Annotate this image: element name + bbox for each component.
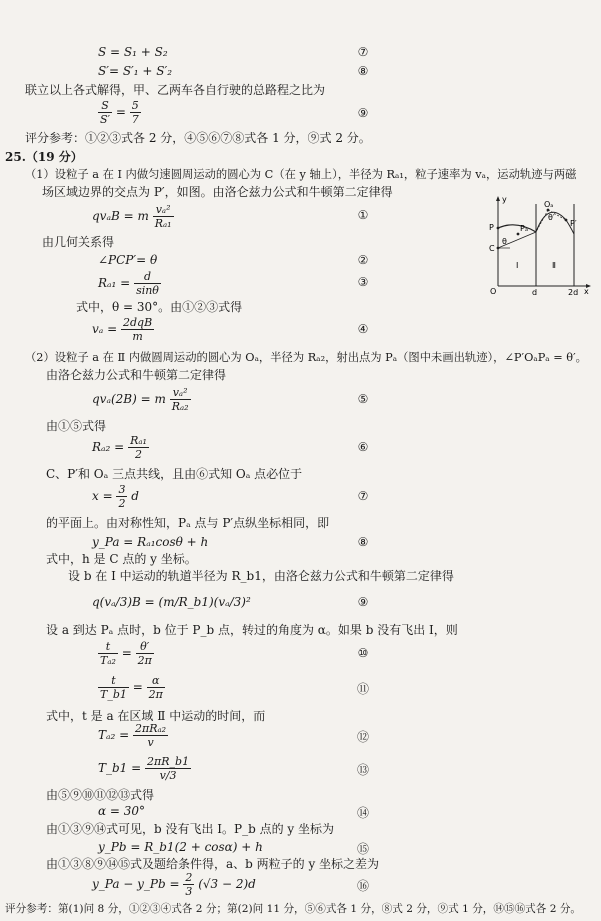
equation-11: $\frac{t}{T\_b1}$ = $\frac{\alpha}{2\pi}$ <box>100 674 163 701</box>
x-axis-label: x <box>584 287 589 296</box>
eq-number-9: ⑨ <box>357 106 369 120</box>
text-colinear: C、P′和 Oₐ 三点共线，且由⑥式知 Oₐ 点必位于 <box>46 467 303 481</box>
scoring-reference-1: 评分参考：①②③式各 2 分，④⑤⑥⑦⑧式各 1 分，⑨式 2 分。 <box>25 131 371 145</box>
equation-5: qvₐ(2B) = m $\frac{\text{vₐ²}}{\text{Rₐ₂}}$ <box>92 386 189 413</box>
theta-label: θ <box>502 237 507 246</box>
point-p-label: P <box>489 223 494 232</box>
eq-number-12: ⑫ <box>356 730 369 744</box>
eq-number-13: ⑬ <box>356 763 369 777</box>
field-diagram-svg <box>486 194 592 298</box>
eq-number-7b: ⑦ <box>357 489 369 503</box>
eq-number-15: ⑮ <box>356 842 369 856</box>
point-pprime-label: P′ <box>570 219 577 228</box>
part2-line2: 由洛仑兹力公式和牛顿第二定律得 <box>46 368 227 382</box>
text-from-all: 由①③⑧⑨⑭⑮式及题给条件得，a、b 两粒子的 y 坐标之差为 <box>46 857 380 871</box>
question-25-header: 25.（19 分） <box>5 150 83 164</box>
equation-7: x = $\frac{3}{2}$ d <box>92 483 139 510</box>
text-from-1-5: 由①⑤式得 <box>46 419 107 433</box>
d-tick-label: d <box>532 288 538 297</box>
field-diagram <box>486 194 592 298</box>
origin-label: O <box>490 287 497 296</box>
equation-12: Tₐ₂ = $\frac{\text{2πRₐ₂}}{v}$ <box>98 722 167 749</box>
text-arrive: 设 a 到达 Pₐ 点时，b 位于 P_b 点，转过的角度为 α。如果 b 没有飞出 Ⅰ，则 <box>46 623 458 637</box>
equation-1: qvₐB = m $\frac{\text{vₐ²}}{\text{Rₐ₁}}$ <box>92 203 172 230</box>
equation-s-prime-sum: S′= S′₁ + S′₂ <box>98 64 173 78</box>
equation-9: q(vₐ/3)B = (m/R_b1)(vₐ/3)² <box>92 595 251 609</box>
eq-number-5: ⑤ <box>357 392 369 406</box>
eq-number-7: ⑦ <box>357 45 369 59</box>
equation-16: y_Pa − y_Pb = $\frac{2}{3}$ (√3 − 2)d <box>92 871 256 898</box>
theta-prime-label: θ′ <box>548 213 555 222</box>
text-combine: 联立以上各式解得，甲、乙两车各自行驶的总路程之比为 <box>25 83 326 97</box>
region-2-label: Ⅱ <box>552 261 556 270</box>
part2-line1: （2）设粒子 a 在 Ⅱ 内做圆周运动的圆心为 Oₐ，半径为 Rₐ₂，射出点为 Pₐ（图中未画出轨迹），∠P′OₐPₐ = θ′。 <box>25 351 587 364</box>
eq-number-10: ⑩ <box>357 646 369 660</box>
eq-number-2: ② <box>357 253 369 267</box>
eq-number-11: ⑪ <box>356 682 369 696</box>
text-plane: 的平面上。由对称性知，Pₐ 点与 P′点纵坐标相同，即 <box>46 516 330 530</box>
equation-4: vₐ = $\frac{\text{2dqB}}{m}$ <box>92 316 153 343</box>
2d-tick-label: 2d <box>568 288 579 297</box>
eq-number-9b: ⑨ <box>357 595 369 609</box>
eq-number-16: ⑯ <box>356 879 369 893</box>
region-1-label: Ⅰ <box>516 261 519 270</box>
eq-number-1: ① <box>357 208 369 222</box>
eq-number-8: ⑧ <box>357 64 369 78</box>
point-pa-label: Pₐ <box>520 224 528 233</box>
equation-ratio: $\frac{S}{S'}$ = $\frac{5}{7}$ <box>100 99 139 126</box>
equation-2: ∠PCP′= θ <box>98 253 158 267</box>
equation-3: Rₐ₁ = $\frac{d}{\sin\theta}$ <box>98 270 159 297</box>
equation-14: α = 30° <box>98 804 146 818</box>
text-geometry: 由几何关系得 <box>42 235 115 249</box>
scoring-reference-2: 评分参考：第(1)问 8 分，①②③④式各 2 分；第(2)问 11 分，⑤⑥式各 1 分，⑧式 2 分，⑨式 1 分，⑭⑮⑯式各 2 分。 <box>5 903 582 915</box>
text-visible: 由①③⑨⑭式可见，b 没有飞出 Ⅰ。P_b 点的 y 坐标为 <box>46 822 335 836</box>
equation-13: T_b1 = $\frac{2\pi R\_b1}{v/3}$ <box>98 755 190 782</box>
text-where-h: 式中，h 是 C 点的 y 坐标。 <box>46 552 197 566</box>
part1-line1: （1）设粒子 a 在 Ⅰ 内做匀速圆周运动的圆心为 C（在 y 轴上），半径为 Rₐ₁，粒子速率为 vₐ，运动轨迹与两磁 <box>25 168 577 181</box>
eq-number-8b: ⑧ <box>357 535 369 549</box>
part1-line2: 场区域边界的交点为 P′，如图。由洛仑兹力公式和牛顿第二定律得 <box>42 185 393 199</box>
equation-8: y_Pa = Rₐ₁cosθ + h <box>92 535 209 549</box>
point-oa-label: Oₐ <box>544 200 554 209</box>
equation-6: Rₐ₂ = $\frac{\text{Rₐ₁}}{2}$ <box>92 434 147 461</box>
text-from-5: 由⑤⑨⑩⑪⑫⑬式得 <box>46 788 155 802</box>
equation-s-sum: S = S₁ + S₂ <box>98 45 168 59</box>
y-axis-label: y <box>502 195 507 204</box>
text-set-b: 设 b 在 Ⅰ 中运动的轨道半径为 R_b1，由洛仑兹力公式和牛顿第二定律得 <box>68 569 454 583</box>
equation-10: $\frac{t}{\text{Tₐ₂}}$ = $\frac{\theta'}{2\pi}$ <box>100 640 152 667</box>
eq-number-6: ⑥ <box>357 440 369 454</box>
point-c-label: C <box>489 244 495 253</box>
eq-number-4: ④ <box>357 322 369 336</box>
text-where-theta: 式中，θ = 30°。由①②③式得 <box>76 300 243 314</box>
text-where-t: 式中，t 是 a 在区域 Ⅱ 中运动的时间，而 <box>46 709 266 723</box>
equation-15: y_Pb = R_b1(2 + cosα) + h <box>98 840 263 854</box>
eq-number-3: ③ <box>357 275 369 289</box>
eq-number-14: ⑭ <box>356 806 369 820</box>
